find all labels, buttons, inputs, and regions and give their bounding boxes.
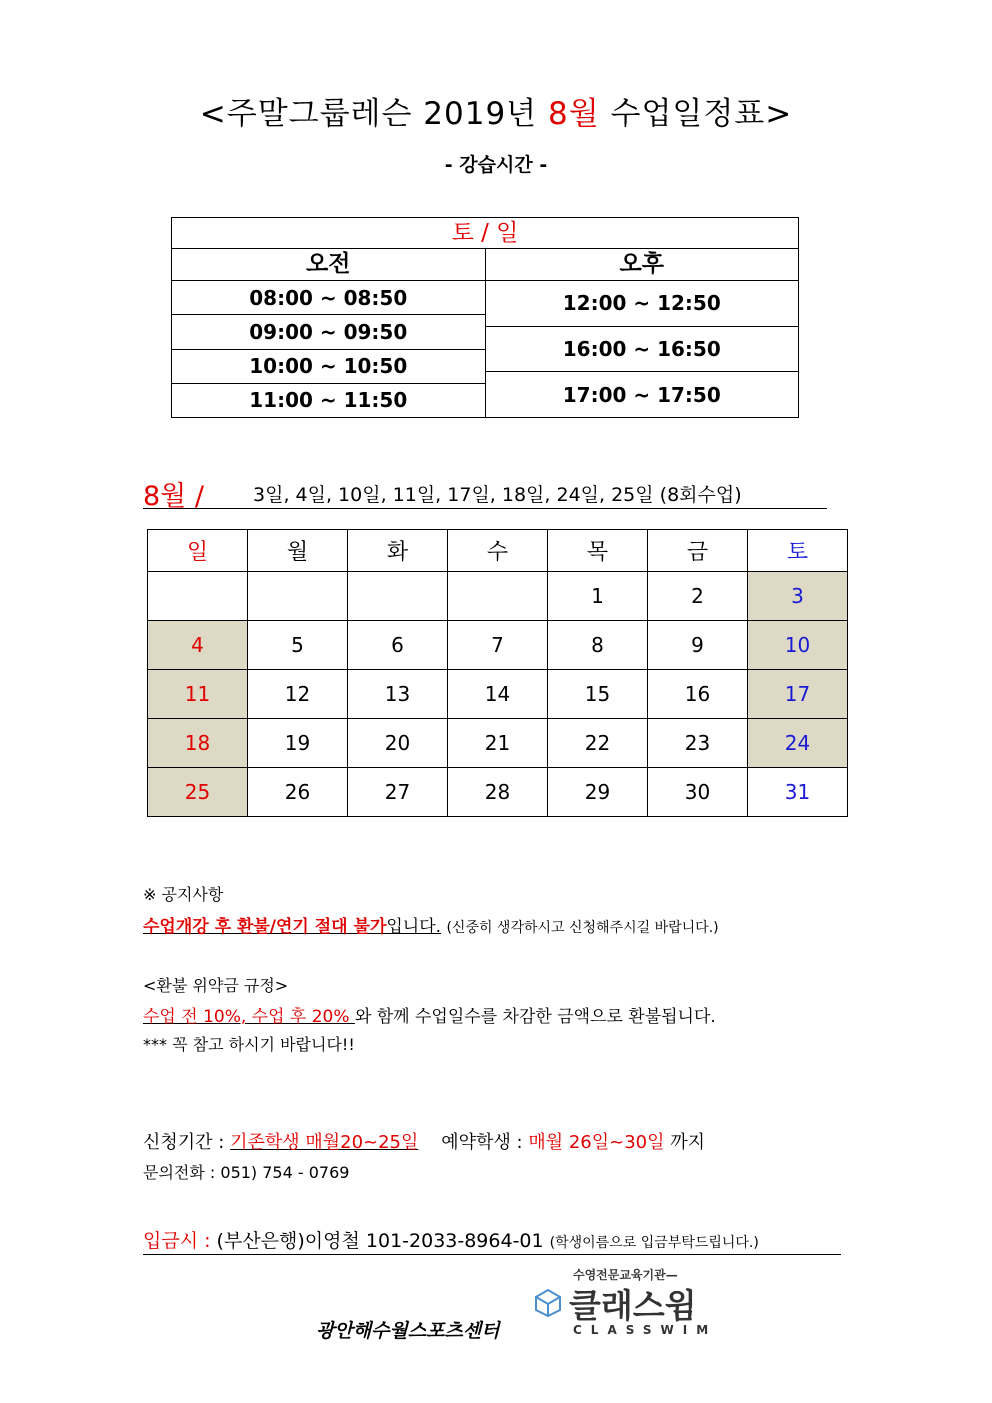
day-cell: 6 xyxy=(348,621,448,670)
subtitle: - 강습시간 - xyxy=(444,154,548,176)
application-label: 신청기간 : xyxy=(143,1132,231,1153)
day-cell: 20 xyxy=(348,719,448,768)
weekday-wed: 수 xyxy=(448,530,548,572)
day-cell: 1 xyxy=(548,572,648,621)
deposit-note: (학생이름으로 입금부탁드립니다.) xyxy=(549,1235,759,1251)
day-cell-class-day: 3 xyxy=(748,572,848,621)
day-cell xyxy=(248,572,348,621)
day-cell: 31 xyxy=(748,768,848,817)
day-cell: 14 xyxy=(448,670,548,719)
day-cell-class-day: 4 xyxy=(148,621,248,670)
month-class-dates xyxy=(143,474,827,512)
day-cell: 13 xyxy=(348,670,448,719)
refund-rule-rest: 와 함께 수업일수를 차감한 금액으로 환불됩니다. xyxy=(354,1007,716,1027)
day-cell: 16 xyxy=(648,670,748,719)
day-cell: 8 xyxy=(548,621,648,670)
reserve-label: 예약학생 : xyxy=(441,1132,529,1153)
refund-heading: <환불 위약금 규정> xyxy=(143,976,289,995)
day-cell xyxy=(148,572,248,621)
day-cell: 15 xyxy=(548,670,648,719)
pm-slot: 17:00 ~ 17:50 xyxy=(486,371,799,417)
deposit-info xyxy=(143,1226,841,1255)
pm-slot: 12:00 ~ 12:50 xyxy=(562,291,721,316)
brand-eng: CLASSWIM xyxy=(573,1323,718,1337)
reserve-period: 매월 26일~30일 xyxy=(528,1132,665,1153)
am-slot: 09:00 ~ 09:50 xyxy=(172,314,485,348)
day-cell: 28 xyxy=(448,768,548,817)
application-existing: 기존학생 매월20~25일 xyxy=(230,1132,419,1153)
refund-penalty: 수업 전 10%, 수업 후 20% xyxy=(143,1007,355,1027)
day-cell: 5 xyxy=(248,621,348,670)
day-cell xyxy=(448,572,548,621)
brand-name: 클래스윔 xyxy=(569,1286,697,1325)
class-dates: 3일, 4일, 10일, 11일, 17일, 18일, 24일, 25일 (8회수업) xyxy=(253,484,742,506)
weekday-sun: 일 xyxy=(148,530,248,572)
day-cell: 29 xyxy=(548,768,648,817)
weekday-sat: 토 xyxy=(748,530,848,572)
month-label: 8월 / xyxy=(143,481,204,512)
schedule-table xyxy=(171,217,799,418)
page-title xyxy=(0,88,992,133)
day-cell-class-day: 17 xyxy=(748,670,848,719)
classwim-logo xyxy=(533,1266,743,1341)
day-cell-class-day: 11 xyxy=(148,670,248,719)
calendar-week xyxy=(148,719,848,768)
weekday-thu: 목 xyxy=(548,530,648,572)
pm-slot: 16:00 ~ 16:50 xyxy=(486,326,799,372)
contact-phone: 문의전화 : 051) 754 - 0769 xyxy=(143,1163,350,1182)
notice-line-rest: 입니다. xyxy=(386,917,442,937)
weekday-tue: 화 xyxy=(348,530,448,572)
notice-line xyxy=(143,912,719,937)
day-cell: 7 xyxy=(448,621,548,670)
calendar-weekday-row xyxy=(148,530,848,572)
brand-tagline: 수영전문교육기관— xyxy=(573,1268,678,1282)
calendar-week xyxy=(148,768,848,817)
day-cell xyxy=(348,572,448,621)
calendar-week xyxy=(148,670,848,719)
title-prefix: <주말그룹레슨 2019년 xyxy=(199,96,548,132)
day-cell: 21 xyxy=(448,719,548,768)
day-cell: 12 xyxy=(248,670,348,719)
am-slot: 11:00 ~ 11:50 xyxy=(172,383,485,417)
refund-note: *** 꼭 참고 하시기 바랍니다!! xyxy=(143,1035,355,1054)
day-cell-class-day: 24 xyxy=(748,719,848,768)
day-cell: 26 xyxy=(248,768,348,817)
deposit-account: (부산은행)이영철 101-2033-8964-01 xyxy=(216,1230,544,1252)
sports-center-logo: 광안해수월스포츠센터 xyxy=(316,1320,500,1342)
pm-column xyxy=(486,281,799,417)
pm-header: 오후 xyxy=(619,251,664,277)
day-cell-class-day: 10 xyxy=(748,621,848,670)
day-cell-class-day: 25 xyxy=(148,768,248,817)
weekday-mon: 월 xyxy=(248,530,348,572)
day-cell: 9 xyxy=(648,621,748,670)
am-column xyxy=(172,281,486,417)
day-cell: 30 xyxy=(648,768,748,817)
weekday-fri: 금 xyxy=(648,530,748,572)
day-cell: 27 xyxy=(348,768,448,817)
notice-heading: ※ 공지사항 xyxy=(143,885,224,904)
deposit-label: 입금시 : xyxy=(143,1230,217,1252)
notice-no-refund: 수업개강 후 환불/연기 절대 불가 xyxy=(143,917,387,937)
day-cell: 23 xyxy=(648,719,748,768)
day-cell-class-day: 18 xyxy=(148,719,248,768)
calendar xyxy=(147,529,848,817)
am-slot: 08:00 ~ 08:50 xyxy=(249,285,408,310)
title-month: 8월 xyxy=(547,96,600,132)
notice-line-small: (신중히 생각하시고 신청해주시길 바랍니다.) xyxy=(446,920,719,936)
cube-icon xyxy=(533,1288,563,1318)
calendar-week xyxy=(148,572,848,621)
schedule-days-header: 토 / 일 xyxy=(172,218,798,249)
application-until: 까지 xyxy=(664,1132,706,1153)
refund-rule xyxy=(143,1002,716,1027)
application-period xyxy=(143,1128,705,1154)
day-cell: 19 xyxy=(248,719,348,768)
am-slot: 10:00 ~ 10:50 xyxy=(172,349,485,383)
title-suffix: 수업일정표> xyxy=(599,96,793,132)
calendar-week xyxy=(148,621,848,670)
day-cell: 2 xyxy=(648,572,748,621)
am-header: 오전 xyxy=(172,249,486,280)
day-cell: 22 xyxy=(548,719,648,768)
